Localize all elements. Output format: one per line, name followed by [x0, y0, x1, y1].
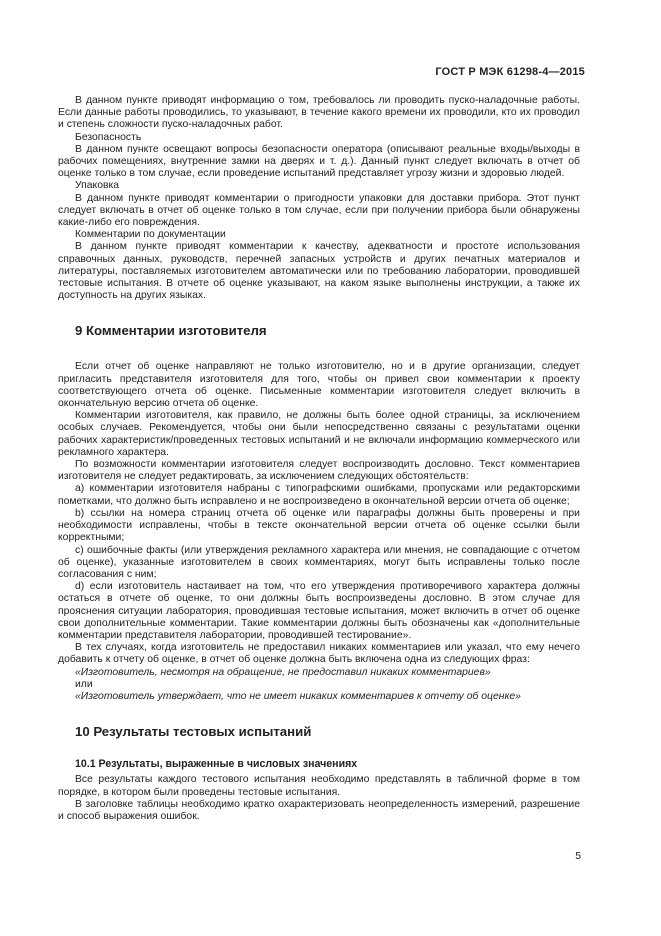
- section-9-title: 9 Комментарии изготовителя: [75, 323, 267, 339]
- page-content: [58, 95, 580, 823]
- section-9-paragraph-4: В тех случаях, когда изготовитель не предоставил никаких комментариев или указал, что ему нечего добавить к отчету об оценке, в отчет об оценке должна быть включена одна из следующих фраз:: [58, 642, 580, 666]
- paragraph-documentation: В данном пункте приводят комментарии к качеству, адекватности и простоте использования справочных данных, руководств, перечней запасных устройств и других печатных материалов и литературы, поставляемых изготовителем автоматически или по требованию лаборатории, проводившей тестовые испытания. В отчете об оценке указывают, на каком языке выполнены инструкции, а также их доступность на других языках.: [58, 241, 580, 302]
- list-item-c: c) ошибочные факты (или утверждения рекламного характера или мнения, не совпадающие с отчетом об оценке), указанные изготовителем в своих комментариях, могут быть исправлены только после согласования с ним;: [58, 544, 580, 580]
- paragraph-safety: В данном пункте освещают вопросы безопасности оператора (описывают реальные входы/выходы в рабочих помещениях, внутренние замки на дверях и т. д.). Данный пункт следует включать в отчет об оценке только в том случае, если проведение испытаний представляет угрозу жизни и здоровью людей.: [58, 143, 580, 180]
- section-10-paragraph-2: В заголовке таблицы необходимо кратко охарактеризовать неопределенность измерений, разрешение и способ выражения ошибок.: [58, 798, 580, 822]
- page-number: 5: [575, 851, 581, 862]
- standard-code-header: ГОСТ Р МЭК 61298-4—2015: [435, 66, 585, 78]
- paragraph-packaging: В данном пункте приводят комментарии о пригодности упаковки для доставки прибора. Этот пункт следует включать в отчет об оценке только в том случае, если при получении прибора были обнаружены какие-либо его повреждения.: [58, 192, 580, 229]
- list-item-b: b) ссылки на номера страниц отчета об оценке или параграфы должны быть проверены и при необходимости исправлены, чтобы в тексте окончательной версии отчета об оценке ссылки были корректными;: [58, 507, 580, 544]
- section-9-paragraph-2: Комментарии изготовителя, как правило, не должны быть более одной страницы, за исключением особых случаев. Рекомендуется, чтобы они были непосредственно связаны с результатами оценки рабочих характеристик/проведенных тестовых испытаний и не включали информацию коммерческого или рекламного характера.: [58, 410, 580, 458]
- section-10-title: 10 Результаты тестовых испытаний: [75, 724, 312, 740]
- list-item-d: d) если изготовитель настаивает на том, что его утверждения противоречивого характера должны остаться в отчете об оценке, то они должны быть воспроизведены дословно. В этом случае для прояснения ситуации лаборатория, проводившая тестовые испытания, может включить в отчет об оценке свои дополнительные комментарии. Такие комментарии должны быть обозначены как «дополнительные комментарии представителя лаборатории, проводившей тестирование».: [58, 581, 580, 641]
- section-10-paragraph-1: Все результаты каждого тестового испытания необходимо представлять в табличной форме в том порядке, в котором были проведены тестовые испытания.: [58, 774, 580, 798]
- subsection-10-1-title: 10.1 Результаты, выраженные в числовых значениях: [75, 758, 358, 771]
- subheading-documentation: Комментарии по документации: [75, 229, 226, 241]
- conjunction-or: или: [75, 678, 93, 690]
- section-9-paragraph-1: Если отчет об оценке направляют не только изготовителю, но и в другие организации, следует пригласить представителя изготовителя для того, чтобы он привел свои комментарии к проекту соответствующего отчета об оценке. Письменные комментарии изготовителя следует включить в окончательную версию отчета об оценке.: [58, 361, 580, 410]
- quote-no-comments-provided: «Изготовитель, несмотря на обращение, не предоставил никаких комментариев»: [75, 666, 491, 678]
- quote-no-comments-claimed: «Изготовитель утверждает, что не имеет никаких комментариев к отчету об оценке»: [75, 690, 521, 702]
- subheading-safety: Безопасность: [75, 131, 142, 143]
- list-item-a: a) комментарии изготовителя набраны с типографскими ошибками, пропусками или редакторскими пометками, что должно быть исправлено и не воспроизведено в окончательной версии отчета об оценке;: [58, 483, 580, 507]
- section-9-paragraph-3: По возможности комментарии изготовителя следует воспроизводить дословно. Текст комментариев изготовителя не следует редактировать, за исключением следующих обстоятельств:: [58, 459, 580, 483]
- paragraph-commissioning: В данном пункте приводят информацию о том, требовалось ли проводить пуско-наладочные работы. Если данные работы проводились, то указывают, в течение какого времени их проводили, кто их проводил и степень сложности пуско-наладочных работ.: [58, 95, 580, 131]
- subheading-packaging: Упаковка: [75, 180, 120, 192]
